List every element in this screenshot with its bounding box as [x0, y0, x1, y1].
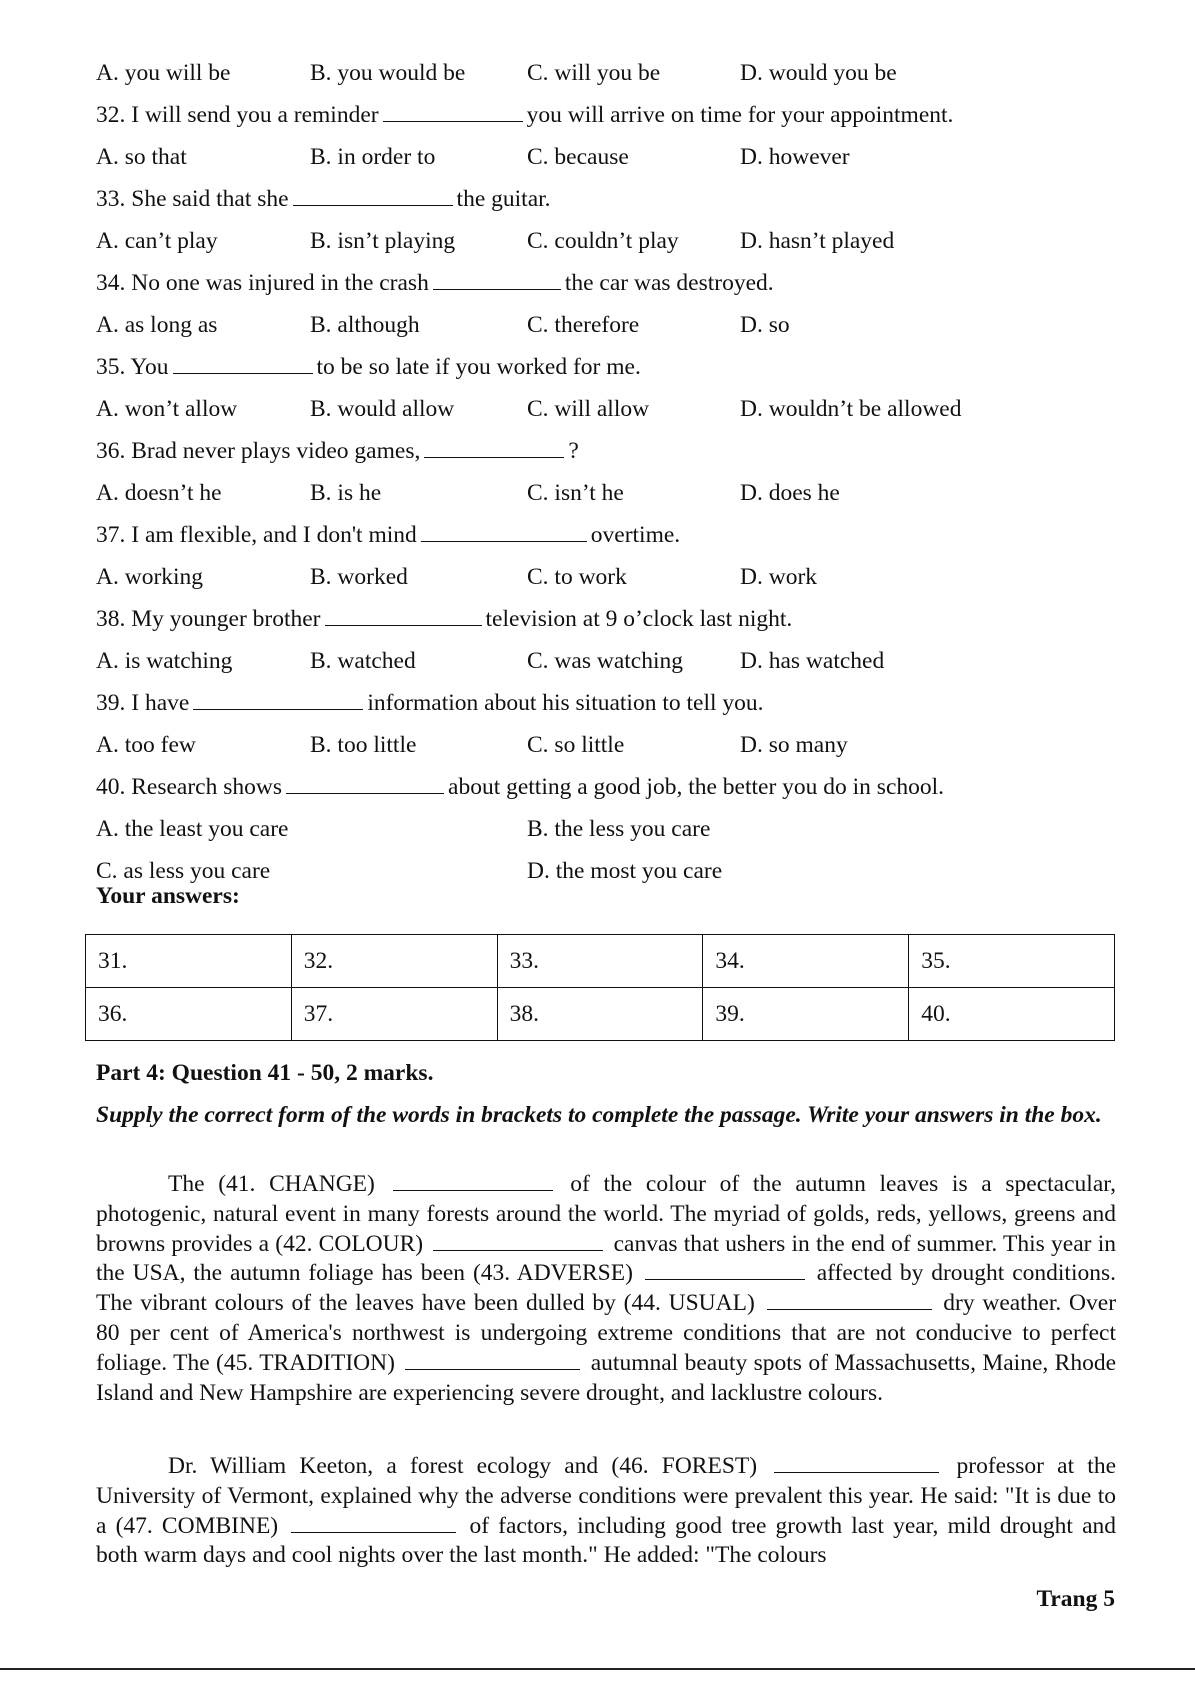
q31-option[interactable]: C. will you be	[527, 60, 661, 86]
answer-option[interactable]: A. as long as	[96, 312, 218, 338]
answer-option[interactable]: C. to work	[527, 564, 627, 590]
answer-option[interactable]: A. too few	[96, 732, 196, 758]
answer-option[interactable]: D. has watched	[740, 648, 885, 674]
question-text: 40. Research shows	[96, 774, 283, 800]
question-text: you will arrive on time for your appointment.	[526, 102, 954, 128]
question-blank[interactable]	[193, 691, 363, 710]
answer-option[interactable]: D. however	[740, 144, 850, 170]
q31-option[interactable]: B. you would be	[310, 60, 466, 86]
question-text: 34. No one was injured in the crash	[96, 270, 429, 296]
page-number: Trang 5	[1036, 1586, 1115, 1612]
question-blank[interactable]	[286, 775, 444, 794]
question-text: the car was destroyed.	[564, 270, 774, 296]
question-stem	[96, 270, 774, 297]
passage-text: professor at the University of Vermont, explained why the adverse conditions were prevalent this year. He said: "It is due to a (47. COMBINE)	[96, 1453, 1117, 1539]
passage-text: Dr. William Keeton, a forest ecology and (46. FOREST)	[168, 1453, 758, 1479]
question-stem	[96, 774, 944, 801]
passage-text: of the colour of the autumn leaves is a spectacular, photogenic, natural event in many forests around the world. The myriad of golds, reds, yellows, greens and browns provides a (42. COLOUR)	[96, 1171, 1117, 1257]
answer-option[interactable]: D. the most you care	[527, 858, 723, 884]
question-blank[interactable]	[173, 355, 313, 374]
answers-label: Your answers:	[96, 883, 240, 909]
answer-blank-43[interactable]	[645, 1261, 805, 1280]
answer-option[interactable]: C. will allow	[527, 396, 650, 422]
answer-option[interactable]: D. hasn’t played	[740, 228, 895, 254]
answer-option[interactable]: B. isn’t playing	[310, 228, 456, 254]
question-stem	[96, 690, 764, 717]
question-stem	[96, 606, 792, 633]
answer-row	[86, 988, 1115, 1041]
answer-option[interactable]: B. is he	[310, 480, 382, 506]
answer-cell[interactable]: 33.	[497, 935, 703, 988]
answer-option[interactable]: B. the less you care	[527, 816, 711, 842]
answer-option[interactable]: D. so	[740, 312, 790, 338]
answer-option[interactable]: C. isn’t he	[527, 480, 624, 506]
answer-cell[interactable]: 31.	[86, 935, 292, 988]
question-text: information about his situation to tell you.	[367, 690, 764, 716]
answer-cell[interactable]: 36.	[86, 988, 292, 1041]
answer-option[interactable]: A. working	[96, 564, 204, 590]
question-text: 37. I am flexible, and I don't mind	[96, 522, 417, 548]
answer-cell[interactable]: 39.	[703, 988, 909, 1041]
question-text: 38. My younger brother	[96, 606, 321, 632]
answer-option[interactable]: A. the least you care	[96, 816, 289, 842]
answer-option[interactable]: D. does he	[740, 480, 840, 506]
question-text: about getting a good job, the better you do in school.	[448, 774, 945, 800]
answer-blank-42[interactable]	[433, 1232, 603, 1251]
answer-table	[85, 934, 1115, 1041]
answer-option[interactable]: A. is watching	[96, 648, 233, 674]
question-text: television at 9 o’clock last night.	[485, 606, 793, 632]
question-stem	[96, 438, 579, 465]
answer-option[interactable]: A. can’t play	[96, 228, 218, 254]
answer-option[interactable]: C. was watching	[527, 648, 683, 674]
passage-text: of factors, including good tree growth last year, mild drought and both warm days and cool nights over the last month." He added: "The colours	[96, 1512, 1117, 1569]
question-blank[interactable]	[421, 523, 587, 542]
answer-option[interactable]: C. therefore	[527, 312, 640, 338]
answer-blank-47[interactable]	[291, 1514, 456, 1533]
question-text: ?	[568, 438, 579, 464]
question-text: overtime.	[590, 522, 681, 548]
answer-option[interactable]: D. wouldn’t be allowed	[740, 396, 962, 422]
part4-instruction: Supply the correct form of the words in brackets to complete the passage. Write your answers in the box.	[96, 1102, 1102, 1128]
answer-option[interactable]: B. would allow	[310, 396, 455, 422]
answer-cell[interactable]: 35.	[909, 935, 1115, 988]
answer-option[interactable]: C. because	[527, 144, 629, 170]
question-text: to be so late if you worked for me.	[316, 354, 641, 380]
q31-option[interactable]: A. you will be	[96, 60, 231, 86]
part4-heading: Part 4: Question 41 - 50, 2 marks.	[96, 1060, 434, 1086]
question-text: 36. Brad never plays video games,	[96, 438, 421, 464]
answer-option[interactable]: A. won’t allow	[96, 396, 238, 422]
question-stem	[96, 102, 953, 129]
answer-option[interactable]: C. so little	[527, 732, 625, 758]
answer-option[interactable]: C. couldn’t play	[527, 228, 679, 254]
question-blank[interactable]	[383, 103, 523, 122]
passage-text: canvas that ushers in the end of summer. This year in the USA, the autumn foliage has been (43. ADVERSE)	[96, 1230, 1116, 1287]
passage-text: The (41. CHANGE)	[168, 1171, 375, 1197]
question-text: the guitar.	[456, 186, 551, 212]
answer-blank-45[interactable]	[405, 1351, 580, 1370]
answer-option[interactable]: B. watched	[310, 648, 416, 674]
question-text: 33. She said that she	[96, 186, 289, 212]
question-stem	[96, 186, 551, 213]
question-text: 32. I will send you a reminder	[96, 102, 379, 128]
passage-text: dry weather. Over 80 per cent of America's northwest is undergoing extreme conditions that are not conducive to perfect foliage. The (45. TRADITION)	[96, 1290, 1117, 1376]
answer-option[interactable]: B. too little	[310, 732, 417, 758]
answer-blank-41[interactable]	[393, 1172, 553, 1191]
answer-option[interactable]: B. in order to	[310, 144, 436, 170]
answer-option[interactable]: C. as less you care	[96, 858, 271, 884]
answer-cell[interactable]: 37.	[291, 988, 497, 1041]
passage-text: affected by drought conditions. The vibrant colours of the leaves have been dulled by (44. USUAL)	[96, 1260, 1117, 1317]
question-stem	[96, 354, 641, 381]
passage-text: autumnal beauty spots of Massachusetts, Maine, Rhode Island and New Hampshire are experiencing severe drought, and lacklustre colours.	[96, 1349, 1116, 1406]
question-blank[interactable]	[424, 439, 564, 458]
answer-option[interactable]: A. so that	[96, 144, 187, 170]
question-blank[interactable]	[293, 187, 453, 206]
answer-cell[interactable]: 32.	[291, 935, 497, 988]
page-bottom-rule	[0, 1668, 1195, 1670]
passage-paragraph-2	[96, 1452, 1116, 1571]
answer-cell[interactable]: 34.	[703, 935, 909, 988]
answer-blank-44[interactable]	[767, 1291, 932, 1310]
answer-option[interactable]: D. work	[740, 564, 818, 590]
answer-blank-46[interactable]	[774, 1454, 939, 1473]
question-blank[interactable]	[433, 271, 561, 290]
question-stem	[96, 522, 680, 549]
passage-paragraph-1	[96, 1170, 1116, 1408]
question-text: 39. I have	[96, 690, 190, 716]
answer-row	[86, 935, 1115, 988]
question-text: 35. You	[96, 354, 169, 380]
answer-option[interactable]: A. doesn’t he	[96, 480, 222, 506]
answer-option[interactable]: B. worked	[310, 564, 408, 590]
q31-option[interactable]: D. would you be	[740, 60, 897, 86]
answer-cell[interactable]: 38.	[497, 988, 703, 1041]
answer-option[interactable]: B. although	[310, 312, 420, 338]
answer-option[interactable]: D. so many	[740, 732, 848, 758]
question-blank[interactable]	[325, 607, 482, 626]
answer-cell[interactable]: 40.	[909, 988, 1115, 1041]
